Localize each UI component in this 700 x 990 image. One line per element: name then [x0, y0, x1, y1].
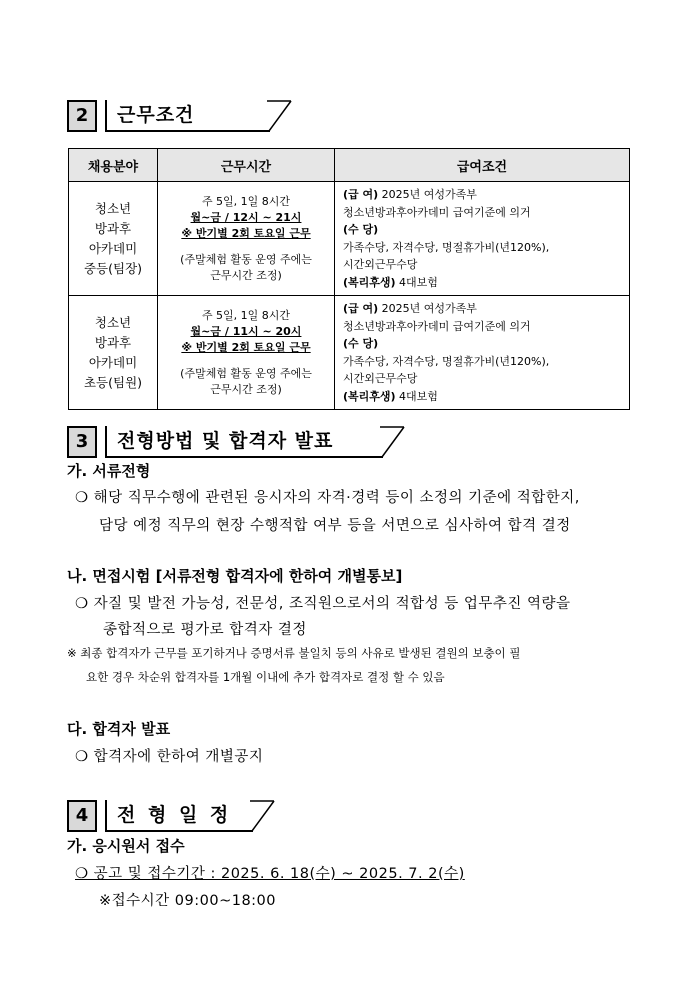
subsection-application: 가. 응시원서 접수 [67, 837, 185, 855]
note-line2: 요한 경우 차순위 합격자를 1개월 이내에 추가 합격자로 결정 할 수 있음 [86, 670, 445, 684]
section-number: 2 [67, 100, 97, 132]
application-hours: ※접수시간 09:00~18:00 [99, 893, 277, 909]
header-field: 채용분야 [69, 149, 158, 182]
document-screening-line1: ❍ 해당 직무수행에 관련된 응시자의 자격·경력 등이 소정의 기준에 적합한지, [75, 490, 580, 506]
table-row [69, 182, 630, 296]
section-number: 4 [67, 800, 97, 832]
application-period: ❍ 공고 및 접수기간 : 2025. 6. 18(수) ~ 2025. 7. 2(수) [75, 866, 465, 882]
section-3-header [67, 426, 407, 460]
section-header-slant [250, 800, 280, 834]
field-cell: 청소년 방과후 아카데미 중등(팀장) [69, 182, 158, 296]
subsection-interview: 나. 면접시험 [서류전형 합격자에 한하여 개별통보] [67, 567, 403, 585]
section-2-header [67, 100, 292, 134]
announcement-line1: ❍ 합격자에 한하여 개별공지 [75, 749, 264, 765]
pay-cell: (급 여) 2025년 여성가족부 청소년방과후아카데미 급여기준에 의거 (수 당) 가족수당, 자격수당, 명절휴가비(년120%), 시간외근무수당 (복리후생) 4대보험 [335, 296, 630, 410]
header-pay: 급여조건 [335, 149, 630, 182]
subsection-document-screening: 가. 서류전형 [67, 462, 151, 480]
note-line1: ※ 최종 합격자가 근무를 포기하거나 증명서류 불일치 등의 사유로 발생된 결원의 보충이 필 [67, 646, 521, 660]
field-cell: 청소년 방과후 아카데미 초등(팀원) [69, 296, 158, 410]
section-title: 전 형 일 정 [105, 800, 253, 832]
section-title: 전형방법 및 합격자 발표 [105, 426, 383, 458]
table-header-row [69, 149, 630, 182]
hours-cell: 주 5일, 1일 8시간 월~금 / 11시 ~ 20시 ※ 반기별 2회 토요일 근무 (주말체험 활동 운영 주에는 근무시간 조정) [158, 296, 335, 410]
section-header-slant [267, 100, 297, 134]
header-hours: 근무시간 [158, 149, 335, 182]
working-conditions-table [68, 148, 630, 410]
hours-cell: 주 5일, 1일 8시간 월~금 / 12시 ~ 21시 ※ 반기별 2회 토요일 근무 (주말체험 활동 운영 주에는 근무시간 조정) [158, 182, 335, 296]
subsection-announcement: 다. 합격자 발표 [67, 720, 171, 738]
table-row [69, 296, 630, 410]
interview-line2: 종합적으로 평가로 합격자 결정 [103, 622, 307, 638]
section-number: 3 [67, 426, 97, 458]
section-4-header [67, 800, 277, 834]
document-screening-line2: 담당 예정 직무의 현장 수행적합 여부 등을 서면으로 심사하여 합격 결정 [99, 518, 571, 534]
section-title: 근무조건 [105, 100, 270, 132]
pay-cell: (급 여) 2025년 여성가족부 청소년방과후아카데미 급여기준에 의거 (수 당) 가족수당, 자격수당, 명절휴가비(년120%), 시간외근무수당 (복리후생) 4대보험 [335, 182, 630, 296]
interview-line1: ❍ 자질 및 발전 가능성, 전문성, 조직원으로서의 적합성 등 업무추진 역량을 [75, 596, 571, 612]
section-header-slant [380, 426, 410, 460]
